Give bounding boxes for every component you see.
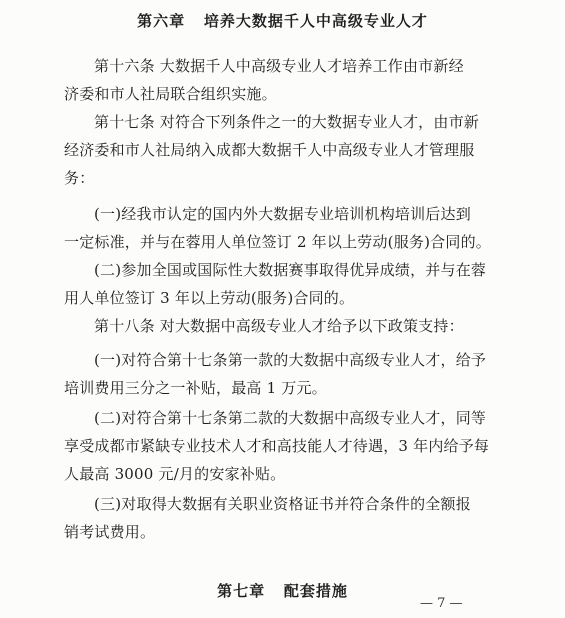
article-18-item-2 bbox=[64, 404, 514, 488]
article-16-line-2: 济委和市人社局联合组织实施。 bbox=[64, 85, 277, 103]
article-17-line-3: 务： bbox=[64, 169, 95, 187]
article-17-item-1-line-1: (一)经我市认定的国内外大数据专业培训机构培训后达到 bbox=[94, 205, 471, 223]
article-17-item-2 bbox=[64, 256, 514, 312]
chapter-7-title: 第七章 配套措施 bbox=[217, 582, 348, 600]
article-17 bbox=[64, 108, 514, 192]
article-18-item-1 bbox=[64, 346, 514, 402]
article-18-item-2-line-1: (二)对符合第十七条第二款的大数据中高级专业人才，同等 bbox=[94, 409, 487, 427]
article-18-item-1-line-2: 培训费用三分之一补贴，最高 1 万元。 bbox=[64, 379, 327, 397]
article-17-line-1: 第十七条 对符合下列条件之一的大数据专业人才，由市新 bbox=[94, 113, 479, 131]
article-18-item-3-line-2: 销考试费用。 bbox=[64, 523, 156, 541]
article-18-item-3-line-1: (三)对取得大数据有关职业资格证书并符合条件的全额报 bbox=[94, 495, 471, 513]
article-17-item-1 bbox=[64, 200, 514, 256]
article-18-item-1-line-1: (一)对符合第十七条第一款的大数据中高级专业人才，给予 bbox=[94, 351, 487, 369]
article-18 bbox=[64, 312, 514, 340]
article-18-item-2-line-3: 人最高 3000 元/月的安家补贴。 bbox=[64, 465, 286, 483]
article-17-item-1-line-2: 一定标准，并与在蓉用人单位签订 2 年以上劳动(服务)合同的。 bbox=[64, 233, 491, 251]
article-18-line-1: 第十八条 对大数据中高级专业人才给予以下政策支持： bbox=[94, 317, 464, 335]
article-17-line-2: 经济委和市人社局纳入成都大数据千人中高级专业人才管理服 bbox=[64, 141, 475, 159]
article-16-line-1: 第十六条 大数据千人中高级专业人才培养工作由市新经 bbox=[94, 57, 464, 75]
article-16 bbox=[64, 52, 514, 108]
page-number: — 7 — bbox=[420, 596, 463, 611]
article-18-item-2-line-2: 享受成都市紧缺专业技术人才和高技能人才待遇，3 年内给予每 bbox=[64, 437, 490, 455]
article-18-item-3 bbox=[64, 490, 514, 546]
chapter-6-title: 第六章 培养大数据千人中高级专业人才 bbox=[137, 12, 428, 30]
article-17-item-2-line-2: 用人单位签订 3 年以上劳动(服务)合同的。 bbox=[64, 289, 355, 307]
article-17-item-2-line-1: (二)参加全国或国际性大数据赛事取得优异成绩，并与在蓉 bbox=[94, 261, 487, 279]
